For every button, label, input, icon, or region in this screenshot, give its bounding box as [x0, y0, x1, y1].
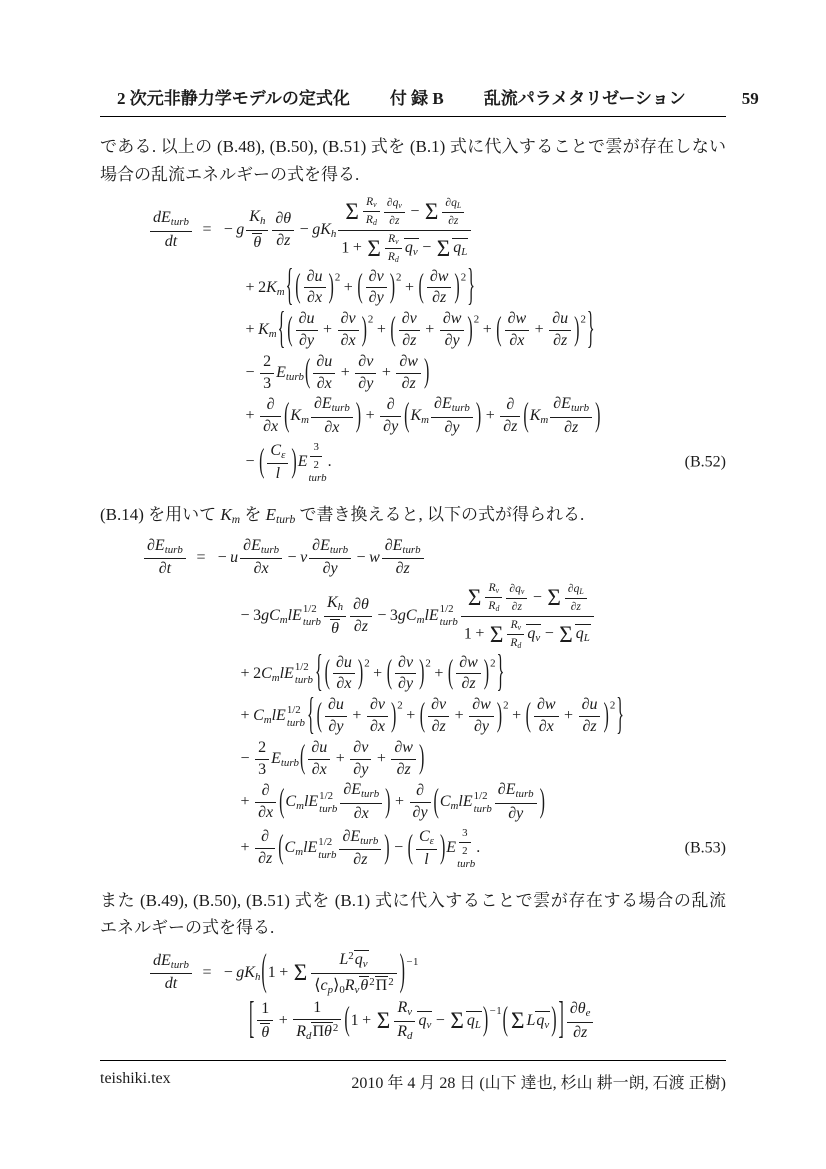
equation-line: + CmlE 1/2 turb { ( $\frac{\partial u}{\partial y}$ + $\frac{\partial v}{\partial x}$ )$^2$+ ( $\frac{\partial v}{\partial z}$ + $\frac{\partial w}{\partial y}$ )$^2$+ ( $\frac{\partial w}{\partial x}$ + $\frac{\partial u}{\partial z}$ )$^2$}	[240, 691, 624, 739]
equation-cloud-case	[100, 947, 726, 1044]
page-header	[100, 84, 759, 117]
footer-filename: teishiki.tex	[100, 1070, 171, 1087]
equation-line: + $\frac{\partial}{\partial z}$ (CmlE 1/2 turb $\frac{\text{∂Eturb}}{\partial z}$ ) − ( $\frac{C\varepsilon}{l}$ )E $\frac{3}{2}$ turb . (B.53)	[240, 826, 726, 870]
equation-line: $\frac{\text{∂Eturb}}{\partial t}$ = − u $\frac{\text{∂Eturb}}{\partial x}$ − v $\frac{\text{∂Eturb}}{\partial y}$ − w $\frac{\text{∂Eturb}}{\partial z}$	[142, 538, 726, 578]
paragraph-intro-no-cloud: である. 以上の (B.48), (B.50), (B.51) 式を (B.1) 式に代入することで雲が存在しない場合の乱流エネルギーの式を得る.	[100, 137, 726, 184]
page-number: 59	[741, 89, 759, 108]
equation-line: − $\frac{2}{3}$ Eturb( $\frac{\partial u}{\partial x}$ + $\frac{\partial v}{\partial y}$ + $\frac{\partial w}{\partial z}$ )	[240, 738, 425, 778]
page-footer	[100, 1060, 726, 1093]
equation-line: + 2CmlE 1/2 turb { ( $\frac{\partial u}{\partial x}$ )$^2$+ ( $\frac{\partial v}{\partial y}$ )$^2$+ ( $\frac{\partial w}{\partial z}$ )$^2$}	[240, 648, 505, 697]
equation-line: − $\frac{2}{3}$ Eturb( $\frac{\partial u}{\partial x}$ + $\frac{\partial v}{\partial y}$ + $\frac{\partial w}{\partial z}$ )	[245, 352, 430, 392]
paragraph-intro-cloud: また (B.49), (B.50), (B.51) 式を (B.1) 式に代入することで雲が存在する場合の乱流エネルギーの式を得る.	[100, 890, 726, 938]
paragraph-rewrite-km: (B.14) を用いて Km を Eturb で書き換えると, 以下の式が得られる.	[100, 504, 585, 527]
equation-b53	[100, 538, 726, 871]
equation-line: + Km{ ( $\frac{\partial u}{\partial y}$ + $\frac{\partial v}{\partial x}$ )$^2$+ ( $\frac{\partial v}{\partial z}$ + $\frac{\partial w}{\partial y}$ )$^2$+ ( $\frac{\partial w}{\partial x}$ + $\frac{\partial u}{\partial z}$ )$^2$}	[245, 305, 595, 353]
equation-number: (B.53)	[684, 839, 726, 857]
equation-line: $\frac{\text{dEturb}}{dt}$ = − g $\frac{Kh}{\theta}$ $\frac{\partial\theta}{\partial z}$ − gKh Σ $\frac{Rv}{Rd}$ $\frac{\partial qv}{\partial z}$ − Σ $\frac{\partial qL}{\partial z}$ 1 + Σ $\frac{Rv}{Rd}$ qv − Σ qL	[148, 196, 726, 265]
header-appendix-label: 付 録 B	[389, 89, 444, 108]
equation-line: + $\frac{\partial}{\partial x}$ (Km $\frac{\text{∂Eturb}}{\partial x}$ ) + $\frac{\partial}{\partial y}$ (Km $\frac{\text{∂Eturb}}{\partial y}$ ) + $\frac{\partial}{\partial z}$ (Km $\frac{\text{∂Eturb}}{\partial z}$ )	[245, 395, 601, 436]
footer-date-authors: 2010 年 4 月 28 日 (山下 達也, 杉山 耕一朗, 石渡 正樹)	[351, 1075, 726, 1092]
equation-line: + 2Km{ ( $\frac{\partial u}{\partial x}$ )$^2$+ ( $\frac{\partial v}{\partial y}$ )$^2$+ ( $\frac{\partial w}{\partial z}$ )$^2$}	[245, 262, 475, 311]
equation-line: [ $\frac{1}{\theta}$ + $\frac{1}{Rd\Pi\theta^2}$ (1 + Σ $\frac{Rv}{Rd}$ qv − Σ qL )$^{-1}$( Σ Lqv ) ] $\frac{\partial\theta e}{\partial z}$	[248, 1000, 726, 1042]
page-content	[100, 84, 759, 1053]
equation-line: + $\frac{\partial}{\partial x}$ (CmlE 1/2 turb $\frac{\text{∂Eturb}}{\partial x}$ ) + $\frac{\partial}{\partial y}$ (CmlE 1/2 turb $\frac{\text{∂Eturb}}{\partial y}$ )	[240, 781, 545, 822]
header-chapter-title: 2 次元非静力学モデルの定式化	[117, 89, 350, 108]
equation-number: (B.52)	[684, 453, 726, 471]
equation-line: $\frac{\text{dEturb}}{dt}$ = − gKh(1 + Σ $\frac{L^2qv}{⟨cp⟩0Rv\theta^2\Pi^2}$ )$^{-1}$	[148, 950, 726, 996]
equation-line: − ( $\frac{C\varepsilon}{l}$ )E $\frac{3}{2}$ turb . (B.52)	[245, 440, 726, 484]
equation-b52	[100, 196, 726, 485]
header-section-title: 乱流パラメタリゼーション	[483, 89, 686, 108]
equation-line: − 3gCmlE 1/2 turb $\frac{Kh}{\theta}$ $\frac{\partial\theta}{\partial z}$ − 3gCmlE 1/2 turb Σ $\frac{Rv}{Rd}$ $\frac{\partial qv}{\partial z}$ − Σ $\frac{\partial qL}{\partial z}$ 1 + Σ $\frac{Rv}{Rd}$ qv − Σ qL	[237, 582, 726, 651]
